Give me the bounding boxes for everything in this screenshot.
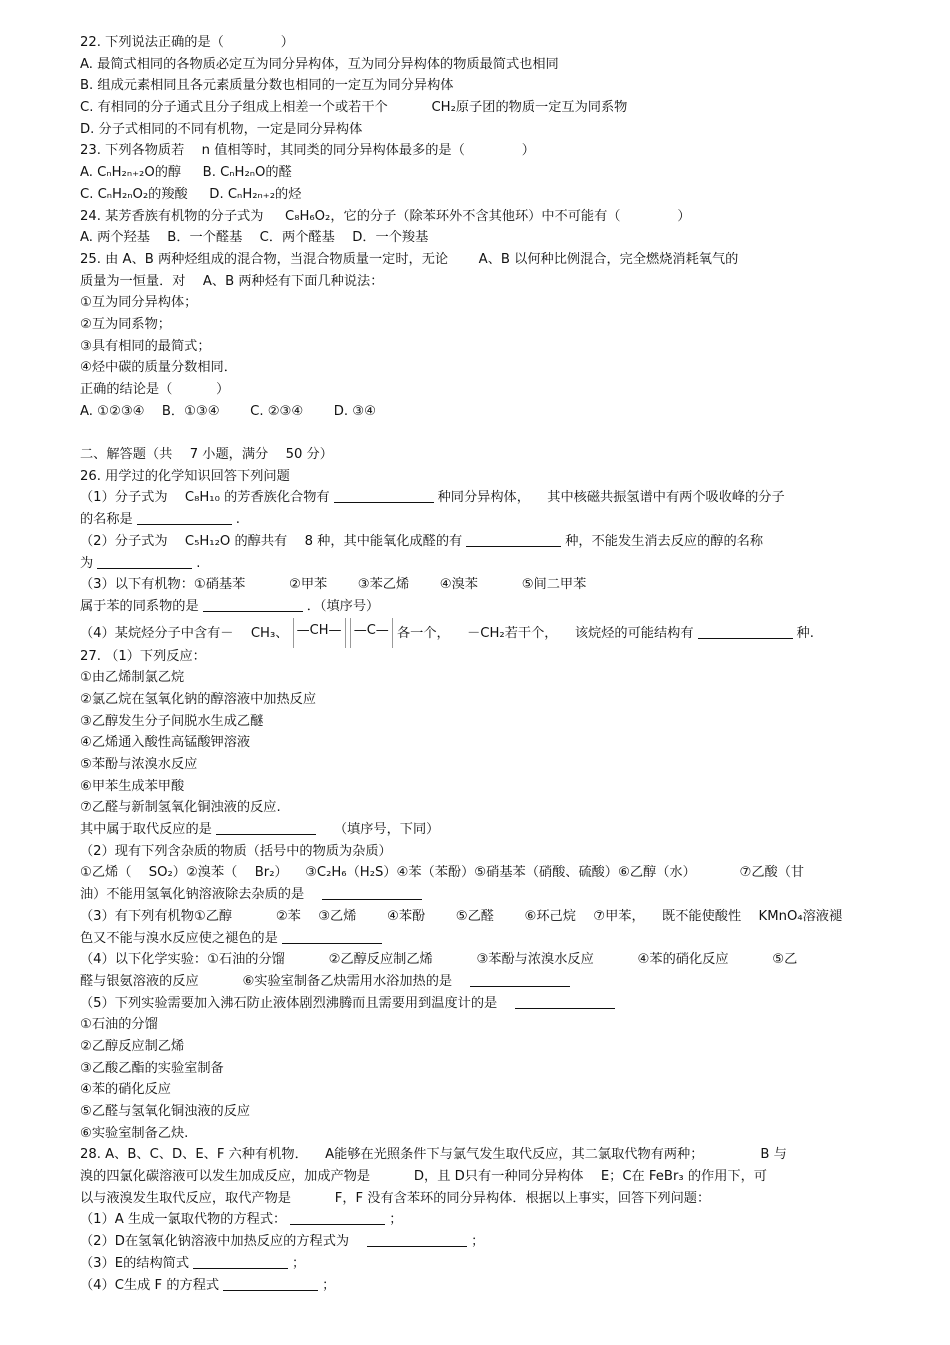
text-line: C. CₙH₂ₙO₂的羧酸 D. CₙH₂ₙ₊₂的烃: [80, 186, 302, 202]
text-line: [80, 596, 870, 618]
text-line: ①乙烯（ SO₂）②溴苯（ Br₂） ③C₂H₆（H₂S）④苯（苯酚）⑤硝基苯（硝酸、硫酸）⑥乙醇（水） ⑦乙酸（甘: [80, 865, 805, 881]
q26-text: ．（填序号）: [306, 598, 380, 614]
intro-lines: [80, 32, 870, 487]
text-line: ④烃中碳的质量分数相同．: [80, 360, 237, 376]
text-line: B. 组成元素相同且各元素质量分数也相同的一定互为同分异构体: [80, 78, 454, 94]
q26-text: 种同分异构体， 其中核磁共振氢谱中有两个吸收峰的分子: [437, 490, 785, 506]
text-line: [80, 1275, 870, 1297]
answer-blank[interactable]: [515, 993, 615, 1009]
q28-text: ；: [322, 1277, 336, 1293]
text-line: ⑤苯酚与浓溴水反应: [80, 757, 198, 772]
q26-text: （2）分子式为 C₅H₁₂O 的醇共有 8 种，其中能氧化成醛的有: [80, 533, 463, 549]
text-line: ④乙烯通入酸性高锰酸钾溶液: [80, 735, 251, 751]
text-line: A. ①②③④ B．①③④ C. ②③④ D. ③④: [80, 403, 376, 419]
text-line: 溴的四氯化碳溶液可以发生加成反应，加成产物是 D，且 D只有一种同分异构体 E；C在 FeBr₃ 的作用下，可: [80, 1169, 767, 1185]
text-line: [80, 993, 870, 1015]
answer-blank[interactable]: [367, 1231, 467, 1247]
q26-text: （4）某烷烃分子中含有－ CH₃、: [80, 625, 289, 641]
answer-blank[interactable]: [216, 819, 316, 835]
text-line: A. 最简式相同的各物质必定互为同分异构体，互为同分异构体的物质最简式也相同: [80, 56, 559, 72]
text-line: ⑥甲苯生成苯甲酸: [80, 778, 185, 794]
q26-text: 属于苯的同系物的是: [80, 598, 199, 614]
text-line: ⑥实验室制备乙炔.: [80, 1125, 189, 1141]
answer-blank[interactable]: [334, 487, 434, 503]
text-line: 26. 用学过的化学知识回答下列问题: [80, 468, 290, 484]
text-line: [80, 884, 870, 906]
text-line: [80, 553, 870, 575]
text-line: ③具有相同的最简式；: [80, 338, 211, 354]
q27-text: 醛与银氨溶液的反应 ⑥实验室制备乙炔需用水浴加热的是: [80, 973, 453, 989]
answer-blank[interactable]: [97, 553, 192, 569]
text-line: 24. 某芳香族有机物的分子式为 C₈H₆O₂，它的分子（除苯环外不含其他环）中不可能有（ ）: [80, 208, 691, 224]
text-line: D. 分子式相同的不同有机物，一定是同分异构体: [80, 121, 363, 137]
text-line: ①互为同分异构体；: [80, 295, 198, 311]
text-line: 23. 下列各物质若 n 值相等时，其同类的同分异构体最多的是（ ）: [80, 143, 535, 159]
text-line: （2）现有下列含杂质的物质（括号中的物质为杂质）: [80, 843, 392, 859]
answer-blank[interactable]: [470, 971, 570, 987]
text-line: ③乙酸乙酯的实验室制备: [80, 1060, 224, 1076]
q26-text: 种.: [796, 625, 814, 641]
text-line: ②互为同系物；: [80, 316, 171, 332]
q27-text: 油）不能用氢氧化钠溶液除去杂质的是: [80, 887, 305, 903]
text-line: [80, 819, 870, 841]
text-line: A. 两个羟基 B．一个醛基 C．两个醛基 D．一个羧基: [80, 230, 429, 246]
text-line: ①石油的分馏: [80, 1017, 158, 1033]
text-line: ③乙醇发生分子间脱水生成乙醚: [80, 713, 264, 729]
text-line: A. CₙH₂ₙ₊₂O的醇 B. CₙH₂ₙO的醛: [80, 165, 292, 181]
structure-fragment-c: —C—: [350, 618, 393, 648]
answer-blank[interactable]: [322, 884, 422, 900]
question-26: [80, 487, 870, 645]
answer-blank[interactable]: [282, 928, 382, 944]
q28-text: （3）E的结构简式: [80, 1255, 190, 1271]
text-line: 以与液溴发生取代反应，取代产物是 F，F 没有含苯环的同分异构体．根据以上事实，回答下列问题：: [80, 1190, 711, 1206]
text-line: 质量为一恒量．对 A、B 两种烃有下面几种说法：: [80, 273, 384, 289]
q28-text: （2）D在氢氧化钠溶液中加热反应的方程式为: [80, 1234, 350, 1250]
q28-text: （4）C生成 F 的方程式: [80, 1277, 220, 1293]
answer-blank[interactable]: [193, 1253, 288, 1269]
text-line: ⑤乙醛与氢氧化铜浊液的反应: [80, 1104, 251, 1119]
q27-text: （填序号，下同）: [333, 822, 440, 838]
text-line: [80, 971, 870, 993]
question-28: [80, 1144, 870, 1296]
text-line: 22. 下列说法正确的是（ ）: [80, 35, 294, 50]
answer-blank[interactable]: [466, 531, 561, 547]
text-line: [80, 928, 870, 950]
q28-text: ；: [389, 1212, 403, 1228]
text-line: C. 有相同的分子通式且分子组成上相差一个或若干个 CH₂原子团的物质一定互为同系物: [80, 100, 628, 116]
answer-blank[interactable]: [698, 623, 793, 639]
q28-text: ；: [292, 1255, 306, 1271]
text-line: ①由乙烯制氯乙烷: [80, 670, 185, 686]
text-line: （4）以下化学实验：①石油的分馏 ②乙醇反应制乙烯 ③苯酚与浓溴水反应 ④苯的硝化反应 ⑤乙: [80, 952, 798, 968]
answer-blank[interactable]: [137, 509, 232, 525]
structure-fragment-ch: —CH—: [293, 618, 346, 648]
q26-text: 的名称是: [80, 512, 133, 528]
q27-text: 其中属于取代反应的是: [80, 822, 212, 838]
text-line: （3）以下有机物：①硝基苯 ②甲苯 ③苯乙烯 ④溴苯 ⑤间二甲苯: [80, 577, 587, 593]
text-line: ⑦乙醛与新制氢氧化铜浊液的反应.: [80, 800, 281, 816]
text-line: [80, 1209, 870, 1231]
q26-text: .: [196, 555, 201, 571]
section-title: 二、解答题（共 7 小题，满分 50 分）: [80, 447, 333, 463]
text-line: （3）有下列有机物①乙醇 ②苯 ③乙烯 ④苯酚 ⑤乙醛 ⑥环己烷 ⑦甲苯， 既不能使酸性 KMnO₄溶液褪: [80, 908, 843, 924]
text-line: [80, 487, 870, 509]
q26-text: 各一个， －CH₂若干个， 该烷烃的可能结构有: [396, 625, 694, 641]
blank-line: [80, 422, 870, 444]
text-line: 正确的结论是（ ）: [80, 382, 230, 397]
q26-text: 为: [80, 555, 94, 571]
text-line: [80, 531, 870, 553]
answer-blank[interactable]: [203, 596, 303, 612]
text-line: [80, 618, 870, 646]
text-line: ②乙醇反应制乙烯: [80, 1038, 185, 1054]
text-line: ④苯的硝化反应: [80, 1082, 171, 1098]
text-line: [80, 509, 870, 531]
text-line: ②氯乙烷在氢氧化钠的醇溶液中加热反应: [80, 691, 317, 707]
answer-blank[interactable]: [223, 1275, 318, 1291]
exam-page: [80, 32, 870, 1296]
text-line: [80, 1231, 870, 1253]
q27-text: （5）下列实验需要加入沸石防止液体剧烈沸腾而且需要用到温度计的是: [80, 995, 498, 1011]
text-line: [80, 1253, 870, 1275]
q26-text: （1）分子式为 C₈H₁₀ 的芳香族化合物有: [80, 490, 330, 506]
text-line: 25. 由 A、B 两种烃组成的混合物，当混合物质量一定时，无论 A、B 以何种比例混合，完全燃烧消耗氧气的: [80, 251, 739, 267]
q28-text: ；: [471, 1234, 485, 1250]
q28-text: （1）A 生成一氯取代物的方程式：: [80, 1212, 287, 1228]
answer-blank[interactable]: [290, 1209, 385, 1225]
text-line: 28. A、B、C、D、E、F 六种有机物． A能够在光照条件下与氯气发生取代反应，其二氯取代物有两种； B 与: [80, 1147, 787, 1163]
q26-text: .: [235, 512, 240, 528]
question-27: [80, 646, 870, 1145]
text-line: 27. （1）下列反应：: [80, 648, 206, 664]
q27-text: 色又不能与溴水反应使之褪色的是: [80, 930, 278, 946]
q26-text: 种，不能发生消去反应的醇的名称: [565, 533, 764, 549]
